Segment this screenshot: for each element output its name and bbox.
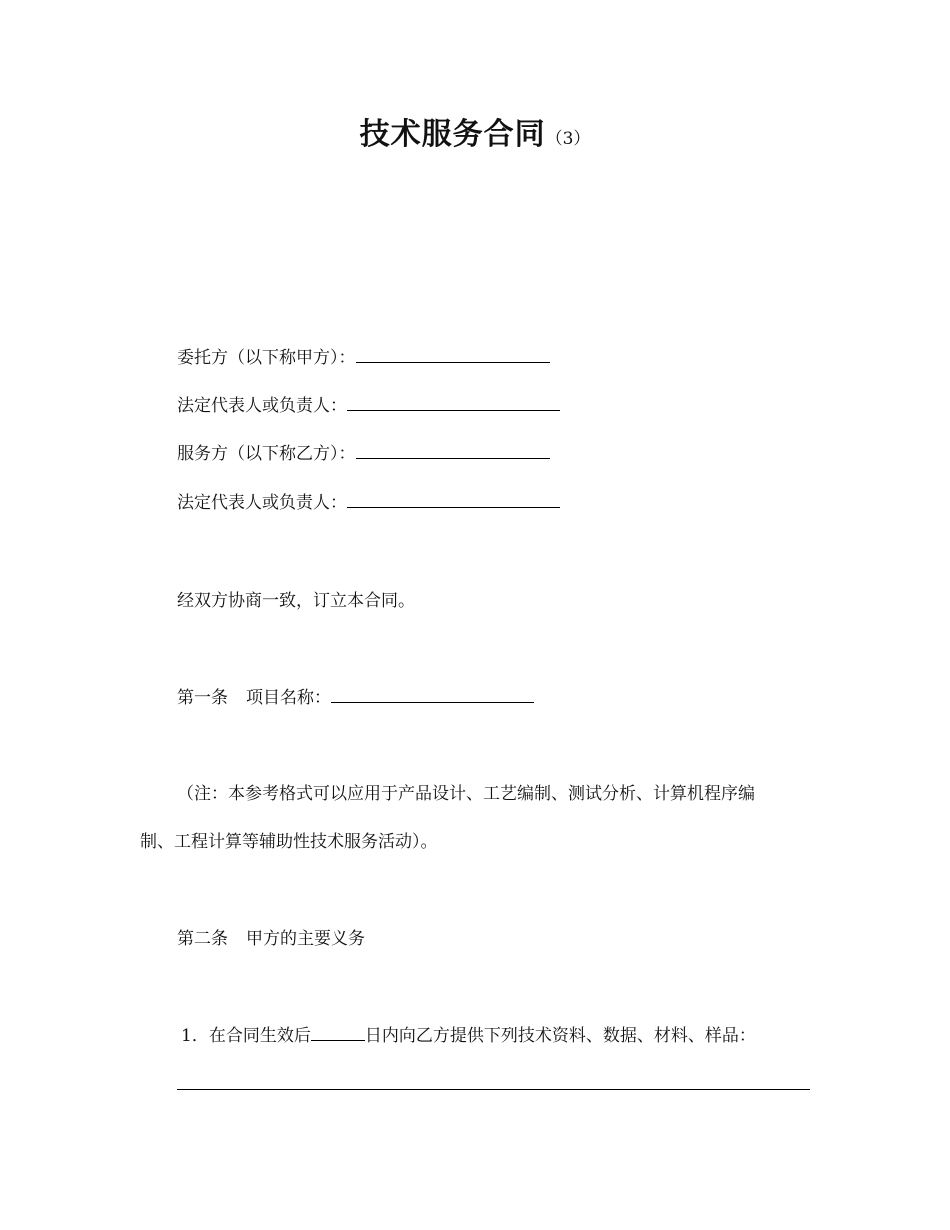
article-2-number: 第二条 xyxy=(177,929,228,949)
provider-blank xyxy=(356,440,550,459)
article-1-number: 第一条 xyxy=(177,688,228,708)
article-1-label: 项目名称： xyxy=(246,688,331,708)
provider-rep-line xyxy=(177,489,560,517)
provider-rep-label: 法定代表人或负责人： xyxy=(177,493,347,513)
title-suffix: （3） xyxy=(545,129,591,149)
document-title xyxy=(0,112,950,162)
intro-text: 经双方协商一致，订立本合同。 xyxy=(177,591,415,611)
client-line xyxy=(177,344,550,372)
days-blank xyxy=(311,1022,365,1041)
clause-1 xyxy=(181,1022,756,1050)
provider-line xyxy=(177,440,550,468)
provider-rep-blank xyxy=(347,489,560,508)
article-2-label: 甲方的主要义务 xyxy=(246,929,365,949)
provider-label: 服务方（以下称乙方）： xyxy=(177,444,356,464)
client-blank xyxy=(356,344,550,363)
article-2 xyxy=(177,925,365,953)
article-1 xyxy=(177,684,534,712)
title-main: 技术服务合同 xyxy=(359,117,546,152)
clause-1-prefix: 1．在合同生效后 xyxy=(181,1026,311,1046)
project-name-blank xyxy=(331,684,534,703)
materials-blank-line xyxy=(177,1089,810,1090)
client-rep-label: 法定代表人或负责人： xyxy=(177,396,347,416)
client-rep-line xyxy=(177,392,560,420)
client-label: 委托方（以下称甲方）： xyxy=(177,348,356,368)
clause-1-suffix: 日内向乙方提供下列技术资料、数据、材料、样品： xyxy=(364,1026,756,1046)
client-rep-blank xyxy=(347,392,560,411)
note-line-2: 制、工程计算等辅助性技术服务活动）。 xyxy=(140,832,438,852)
note-line-1: （注：本参考格式可以应用于产品设计、工艺编制、测试分析、计算机程序编 xyxy=(177,784,755,804)
